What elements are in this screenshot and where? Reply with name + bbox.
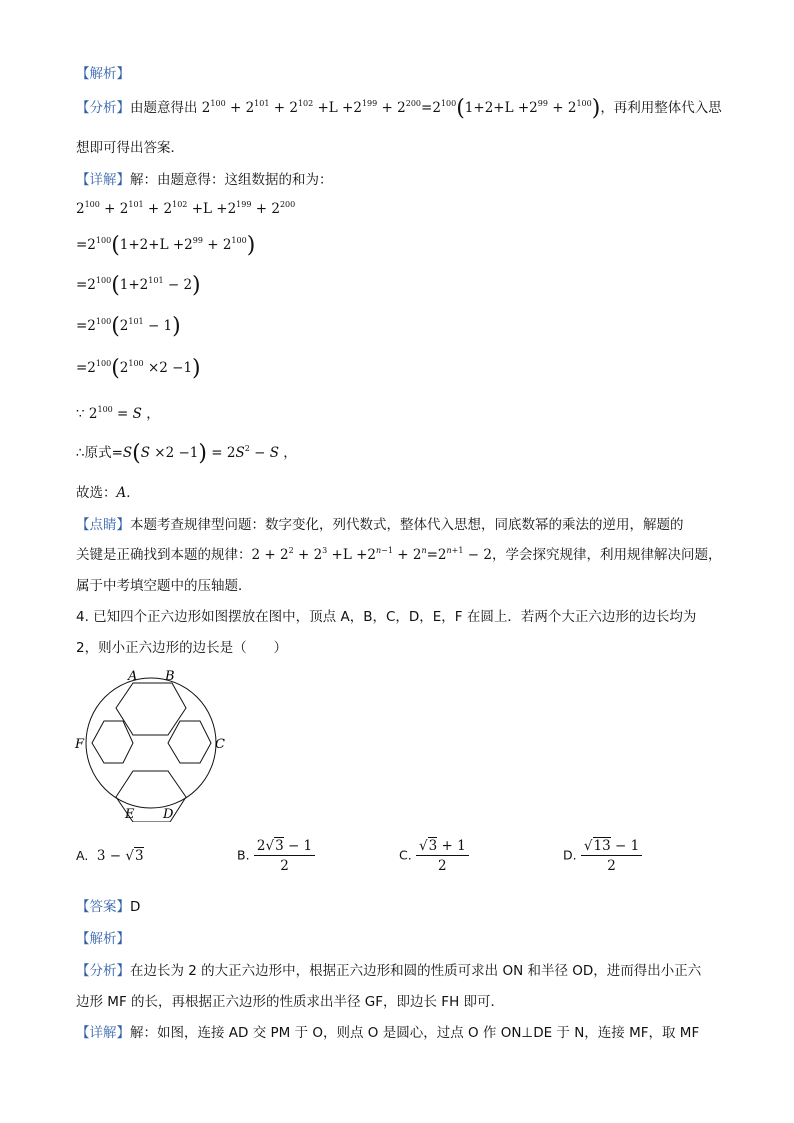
- explanation-heading-2: 【解析】: [76, 931, 130, 947]
- option-b-label: B.: [237, 847, 250, 863]
- option-b: [237, 838, 315, 874]
- label-e: E: [125, 807, 135, 822]
- detail-tag: 【详解】: [76, 172, 130, 188]
- option-a: [76, 848, 144, 864]
- detail-intro: 解：由题意得：这组数据的和为：: [130, 172, 333, 188]
- answer-tag: 【答案】: [76, 899, 130, 915]
- analysis-line-2: 想即可得出答案．: [76, 140, 184, 156]
- because-symbol: ∵: [76, 406, 85, 422]
- label-f: F: [75, 737, 85, 752]
- answer-value: D: [130, 899, 141, 915]
- eq-step-5: $=2^{100}(2^{100} \times 2 -1)$: [76, 356, 201, 381]
- label-a: A: [128, 669, 138, 684]
- choice-line: [76, 481, 140, 501]
- analysis-formula: $2^{100} + 2^{101} + 2^{102} +L +2^{199} + 2^{200}=2^{100}(1+2+L +2^{99} + 2^{100})$: [201, 96, 601, 121]
- label-d: D: [163, 807, 174, 822]
- detail-line: [76, 168, 333, 188]
- q4-line-2: 2，则小正六边形的边长是（ ）: [76, 640, 288, 656]
- q4-line-1: 4. 已知四个正六边形如图摆放在图中，顶点 A，B，C，D，E，F 在圆上．若两个大正六边形的边长均为: [76, 609, 697, 625]
- detail2-line: [76, 1021, 699, 1041]
- left-small-hexagon: [92, 721, 133, 763]
- analysis-line-1: [76, 96, 722, 121]
- review-line-3: 属于中考填空题中的压轴题．: [76, 578, 252, 594]
- review-tag: 【点睛】: [76, 517, 130, 533]
- analysis-text-a: 由题意得出: [130, 100, 198, 116]
- choice-letter: A: [116, 485, 127, 501]
- upper-large-hexagon: [116, 683, 186, 735]
- eq-step-1: $2^{100} + 2^{101} + 2^{102} +L +2^{199} + 2^{200}$: [76, 200, 296, 217]
- choice-end: ．: [126, 485, 140, 501]
- option-a-value: 3 − √3: [92, 848, 144, 864]
- option-a-label: A.: [76, 848, 89, 863]
- eq-step-2: $=2^{100}(1+2+L +2^{99} + 2^{100})$: [76, 233, 256, 258]
- therefore-line: [76, 441, 297, 466]
- review-text-1: 本题考查规律型问题：数字变化，列代数式，整体代入思想，同底数幂的乘法的逆用，解题的: [130, 517, 684, 533]
- review-line-1: [76, 513, 684, 533]
- option-c: [399, 838, 469, 874]
- therefore-formula: $S(S \times 2 -1) = 2S^2 - S$ ，: [122, 441, 297, 466]
- analysis2-text-1: 在边长为 2 的大正六边形中，根据正六边形和圆的性质可求出 ON 和半径 OD，进而得出小正六: [130, 963, 702, 979]
- answer-line: [76, 895, 140, 915]
- option-d-label: D.: [563, 847, 577, 863]
- analysis2-line-1: [76, 959, 701, 979]
- eq-step-3: $=2^{100}(1+2^{101} - 2)$: [76, 273, 201, 298]
- review-text-2a: 关键是正确找到本题的规律：: [76, 547, 252, 563]
- option-d: [563, 838, 642, 874]
- right-small-hexagon: [168, 721, 211, 763]
- review-text-2b: ，学会探究规律，利用规律解决问题，: [491, 547, 722, 563]
- option-b-value: $\frac{2√3 - 1}{2}$: [254, 838, 315, 874]
- analysis-text-b: ，再利用整体代入思: [600, 100, 722, 116]
- review-formula: $2 + 2^2 + 2^3 +L +2^{n-1} + 2^n=2^{n+1} - 2$: [251, 546, 492, 563]
- explanation-heading: 【解析】: [76, 66, 130, 82]
- circumcircle: [86, 678, 216, 808]
- choice-text: 故选：: [76, 485, 117, 501]
- option-d-value: $\frac{√13 - 1}{2}$: [581, 838, 642, 874]
- therefore-prefix: ∴原式=: [76, 445, 123, 461]
- review-line-2: [76, 543, 721, 563]
- eq-step-4: $=2^{100}(2^{101} - 1)$: [76, 314, 181, 339]
- detail2-tag: 【详解】: [76, 1025, 130, 1041]
- analysis2-tag: 【分析】: [76, 963, 130, 979]
- because-line: ∵ $2^{100} = S$ ，: [76, 405, 160, 422]
- option-c-value: $\frac{√3 + 1}{2}$: [416, 838, 469, 874]
- analysis2-line-2: 边形 MF 的长，再根据正六边形的性质求出半径 GF，即边长 FH 即可．: [76, 994, 505, 1010]
- detail2-text: 解：如图，连接 AD 交 PM 于 O，则点 O 是圆心，过点 O 作 ON⊥DE 于 N，连接 MF，取 MF: [130, 1025, 700, 1041]
- analysis-tag: 【分析】: [76, 100, 130, 116]
- label-b: B: [165, 669, 175, 684]
- option-c-label: C.: [399, 847, 412, 863]
- hexagon-circle-figure: [70, 662, 240, 822]
- label-c: C: [215, 737, 225, 752]
